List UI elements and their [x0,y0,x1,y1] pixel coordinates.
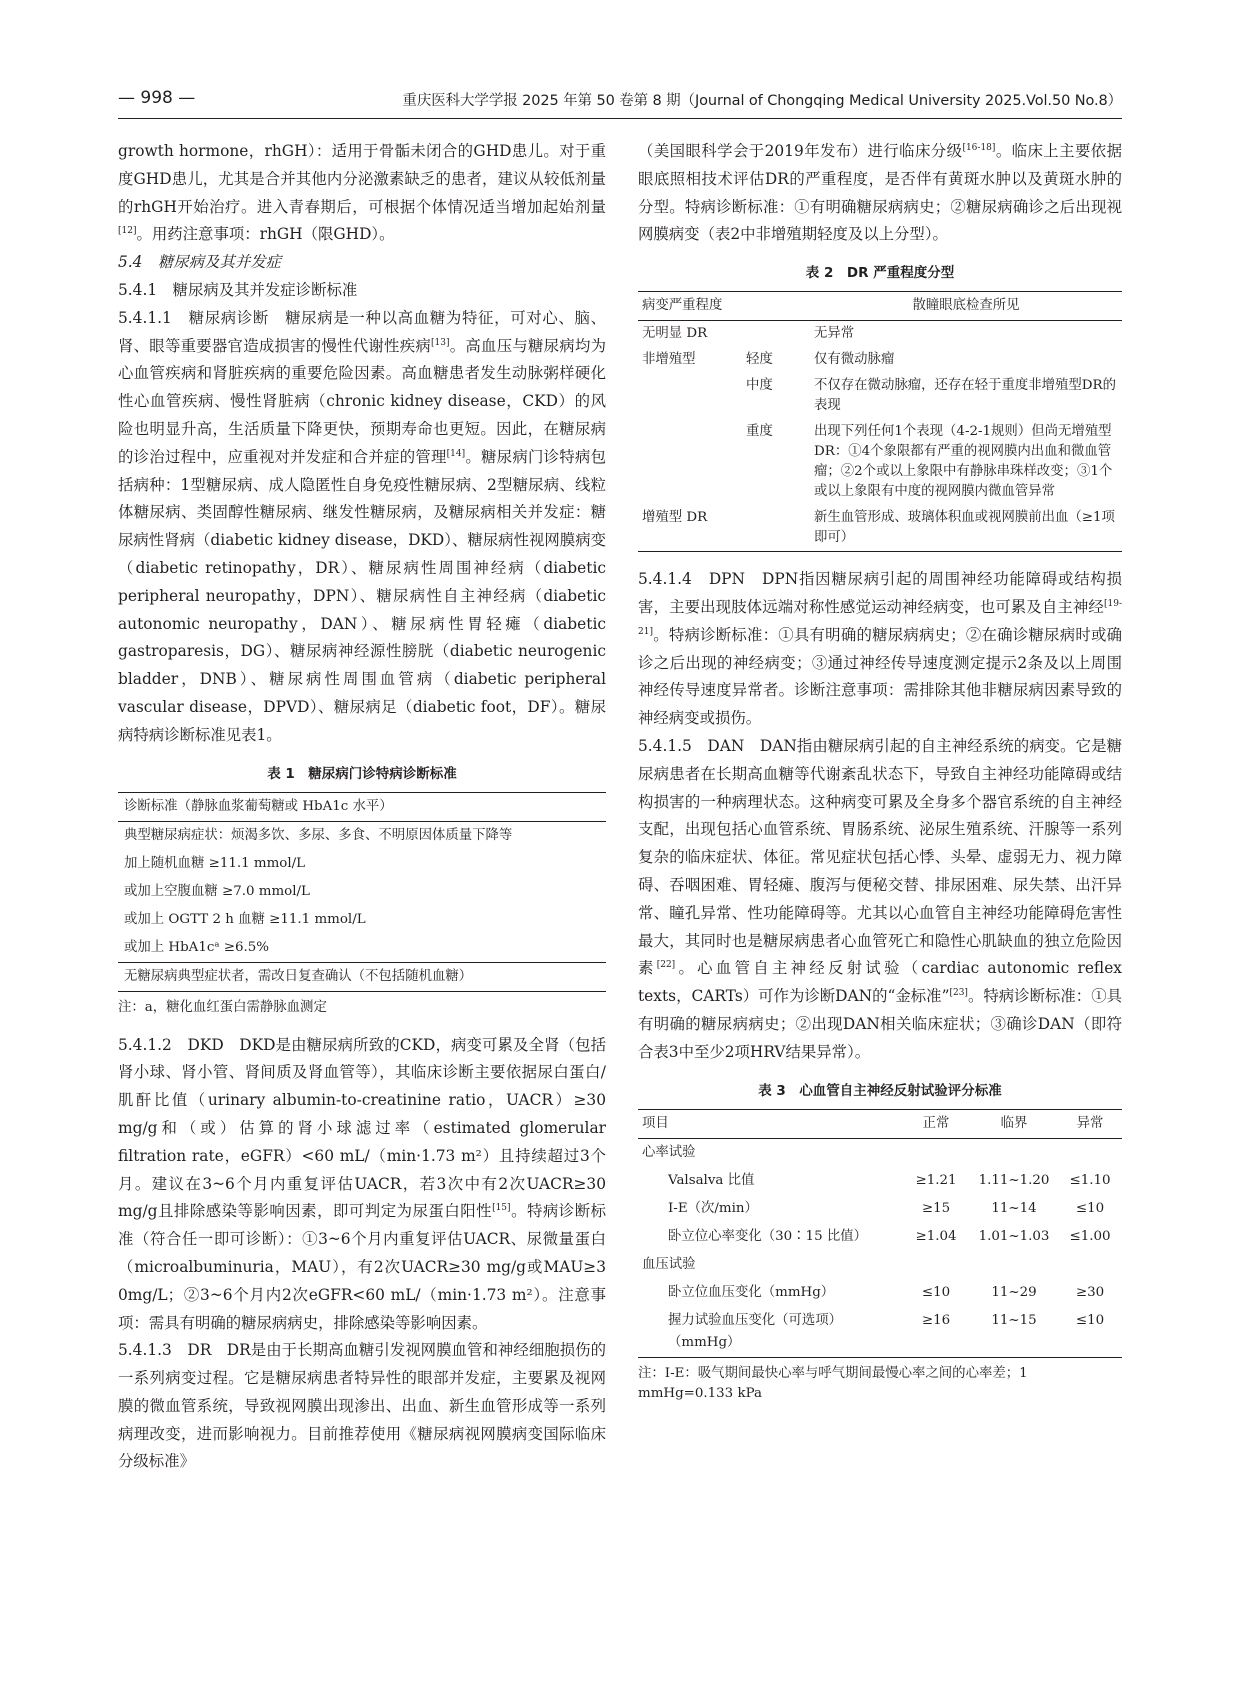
section-heading-5-4-1: 5.4.1 糖尿病及其并发症诊断标准 [118,280,358,299]
table3-col-header: 异常 [1058,1109,1122,1138]
table-row: Valsalva 比值 ≥1.21 1.11~1.20 ≤1.10 [668,1172,1111,1188]
table1-row: 无糖尿病典型症状者，需改日复查确认（不包括随机血糖） [118,962,606,991]
table-row: 卧立位血压变化（mmHg） ≤10 11~29 ≥30 [668,1284,1105,1300]
citation[interactable]: [14] [446,448,466,459]
page-header [118,84,1122,112]
table2 [638,291,1122,552]
table-row: 重度 出现下列任何1个表现（4-2-1规则）但尚无增殖型DR：①4个象限都有严重的视网膜内出血和微血管瘤；②2个或以上象限中有静脉串珠样改变；③1个或以上象限有中度的视网膜内微血管异常 [746,424,1113,500]
paragraph-dr-grading: （美国眼科学会于2019年发布）进行临床分级[16-18]。临床上主要依据眼底照相技术评估DR的严重程度，是否伴有黄斑水肿以及黄斑水肿的分型。特病诊断标准：①有明确糖尿病病史；②糖尿病确诊之后出现视网膜病变（表2中非增殖期轻度及以上分型）。 [638,142,1122,244]
table3-col-header: 临界 [970,1109,1058,1138]
paragraph-5-4-1-4: 5.4.1.4 DPN DPN指因糖尿病引起的周围神经功能障碍或结构损害，主要出现肢体远端对称性感觉运动神经病变，也可累及自主神经[19-21]。特病诊断标准：①具有明确的糖尿病病史；②在确诊糖尿病时或确诊之后出现的神经病变；③通过神经传导速度测定提示2条及以上周围神经传导速度异常者。诊断注意事项：需排除其他非糖尿病因素导致的神经病变或损伤。 [638,570,1122,728]
table2-col-header: 散瞳眼底检查所见 [810,292,1122,321]
paragraph-5-4-1-5: 5.4.1.5 DAN DAN指由糖尿病引起的自主神经系统的病变。它是糖尿病患者在长期高血糖等代谢紊乱状态下，导致自主神经功能障碍或结构损害的一种病理状态。这种病变可累及全身多个器官系统的自主神经支配，出现包括心血管系统、胃肠系统、泌尿生殖系统、汗腺等一系列复杂的临床症状、体征。常见症状包括心悸、头晕、虚弱无力、视力障碍、吞咽困难、胃轻瘫、腹泻与便秘交替、排尿困难、尿失禁、出汗异常、瞳孔异常、性功能障碍等。尤其以心血管自主神经功能障碍危害性最大，其同时也是糖尿病患者心血管死亡和隐性心肌缺血的独立危险因素[22]。心血管自主神经反射试验（cardiac autonomic reflex texts，CARTs）可作为诊断DAN的“金标准”[23]。特病诊断标准：①具有明确的糖尿病病史；②出现DAN相关临床症状；③确诊DAN（即符合表3中至少2项HRV结果异常）。 [638,736,1122,1061]
paragraph-5-4-1-1: 5.4.1.1 糖尿病诊断 糖尿病是一种以高血糖为特征，可对心、脑、肾、眼等重要器官造成损害的慢性代谢性疾病[13]。高血压与糖尿病均为心血管疾病和肾脏疾病的重要危险因素。高血糖患者发生动脉粥样硬化性心血管疾病、慢性肾脏病（chronic kidney disease，CKD）的风险也明显升高，生活质量下降更快，预期寿命也更短。因此，在糖尿病的诊治过程中，应重视对并发症和合并症的管理[14]。糖尿病门诊特病包括病种：1型糖尿病、成人隐匿性自身免疫性糖尿病、2型糖尿病、线粒体糖尿病、类固醇性糖尿病、继发性糖尿病，及糖尿病相关并发症：糖尿病性肾病（diabetic kidney disease，DKD）、糖尿病性视网膜病变（diabetic retinopathy，DR）、糖尿病性周围神经病（diabetic peripheral neuropathy，DPN）、糖尿病性自主神经病（diabetic autonomic neuropathy，DAN）、糖尿病性胃轻瘫（diabetic gastroparesis，DG）、糖尿病神经源性膀胱（diabetic neurogenic bladder，DNB）、糖尿病性周围血管病（diabetic peripheral vascular disease，DPVD）、糖尿病足（diabetic foot，DF）。糖尿病特病诊断标准见表1。 [118,308,606,744]
table-row: 中度 不仅存在微动脉瘤，还存在轻于重度非增殖型DR的表现 [746,378,1117,414]
section-heading-5-4: 5.4 糖尿病及其并发症 [118,253,281,272]
table-row: 无明显 DR 无异常 [642,326,855,342]
table3-col-header: 项目 [638,1109,902,1138]
table1-row: 典型糖尿病症状：烦渴多饮、多尿、多食、不明原因体质量下降等 [124,827,513,843]
table-row: 非增殖型 轻度 仅有微动脉瘤 [642,352,895,368]
citation[interactable]: [22] [656,960,676,971]
right-column [638,138,1122,1418]
table-row: 增殖型 DR 新生血管形成、玻璃体积血或视网膜前出血（≥1项即可） [642,510,1115,546]
left-column [118,138,606,1476]
table1-caption: 表 1 糖尿病门诊特病诊断标准 [267,765,457,782]
citation[interactable]: [19-21] [638,598,1122,637]
table1-row: 加上随机血糖 ≥11.1 mmol/L [124,855,306,871]
table2-col-header: 病变严重程度 [638,292,810,321]
paragraph-rhgh: growth hormone，rhGH）：适用于骨骺未闭合的GHD患儿。对于重度GHD患儿，尤其是合并其他内分泌激素缺乏的患者，建议从较低剂量的rhGH开始治疗。进入青春期后，可根据个体情况适当增加起始剂量[12]。用药注意事项：rhGH（限GHD）。 [118,142,606,244]
citation[interactable]: [13] [431,337,450,348]
page-number: — 998 — [118,88,196,108]
table1 [118,792,606,992]
table1-header: 诊断标准（静脉血浆葡萄糖或 HbA1c 水平） [118,792,606,821]
citation[interactable]: [16-18] [962,142,996,153]
table1-row: 或加上 OGTT 2 h 血糖 ≥11.1 mmol/L [124,911,366,927]
journal-title: 重庆医科大学学报 2025 年第 50 卷第 8 期（Journal of Chongqing Medical University 2025.Vol.50 No.8） [402,93,1122,109]
table-row: 心率试验 [642,1144,696,1160]
paragraph-5-4-1-3: 5.4.1.3 DR DR是由于长期高血糖引发视网膜血管和神经细胞损伤的一系列病变过程。它是糖尿病患者特异性的眼部并发症，主要累及视网膜的微血管系统，导致视网膜出现渗出、出血、新生血管形成等一系列病理改变，进而影响视力。目前推荐使用《糖尿病视网膜病变国际临床分级标准》 [118,1341,606,1471]
table3 [638,1109,1122,1358]
citation[interactable]: [15] [492,1203,511,1214]
citation[interactable]: [23] [949,988,968,999]
table1-note: 注：a，糖化血红蛋白需静脉血测定 [118,999,327,1015]
table-row: 血压试验 [642,1256,696,1272]
table-row: I-E（次/min） ≥15 11~14 ≤10 [668,1200,1105,1216]
table3-caption: 表 3 心血管自主神经反射试验评分标准 [758,1082,1002,1099]
table3-col-header: 正常 [902,1109,970,1138]
header-rule [118,118,1122,119]
citation[interactable]: [12] [118,226,137,237]
table3-note: 注：I-E：吸气期间最快心率与呼气期间最慢心率之间的心率差；1 mmHg=0.133 kPa [638,1365,1028,1401]
table-row: 卧立位心率变化（30∶15 比值） ≥1.04 1.01~1.03 ≤1.00 [668,1228,1111,1244]
table1-row: 或加上 HbA1cᵃ ≥6.5% [124,939,270,955]
table2-caption: 表 2 DR 严重程度分型 [805,265,955,282]
paragraph-5-4-1-2: 5.4.1.2 DKD DKD是由糖尿病所致的CKD，病变可累及全肾（包括肾小球、肾小管、肾间质及肾血管等），其临床诊断主要依据尿白蛋白/肌酐比值（urinary albumin-to-creatinine ratio，UACR）≥30 mg/g和（或）估算的肾小球滤过率（estimated glomerular filtration rate，eGFR）<60 mL/（min·1.73 m²）且持续超过3个月。建议在3~6个月内重复评估UACR，若3次中有2次UACR≥30 mg/g且排除感染等影响因素，即可判定为尿蛋白阳性[15]。特病诊断标准（符合任一即可诊断）：①3~6个月内重复评估UACR、尿微量蛋白（microalbuminuria，MAU），有2次UACR≥30 mg/g或MAU≥3 0mg/L；②3~6个月内2次eGFR<60 mL/（min·1.73 m²）。注意事项：需具有明确的糖尿病病史，排除感染等影响因素。 [118,1035,606,1332]
table1-row: 或加上空腹血糖 ≥7.0 mmol/L [124,883,310,899]
table-row: 握力试验血压变化（可选项）（mmHg） ≥16 11~15 ≤10 [668,1312,1105,1350]
